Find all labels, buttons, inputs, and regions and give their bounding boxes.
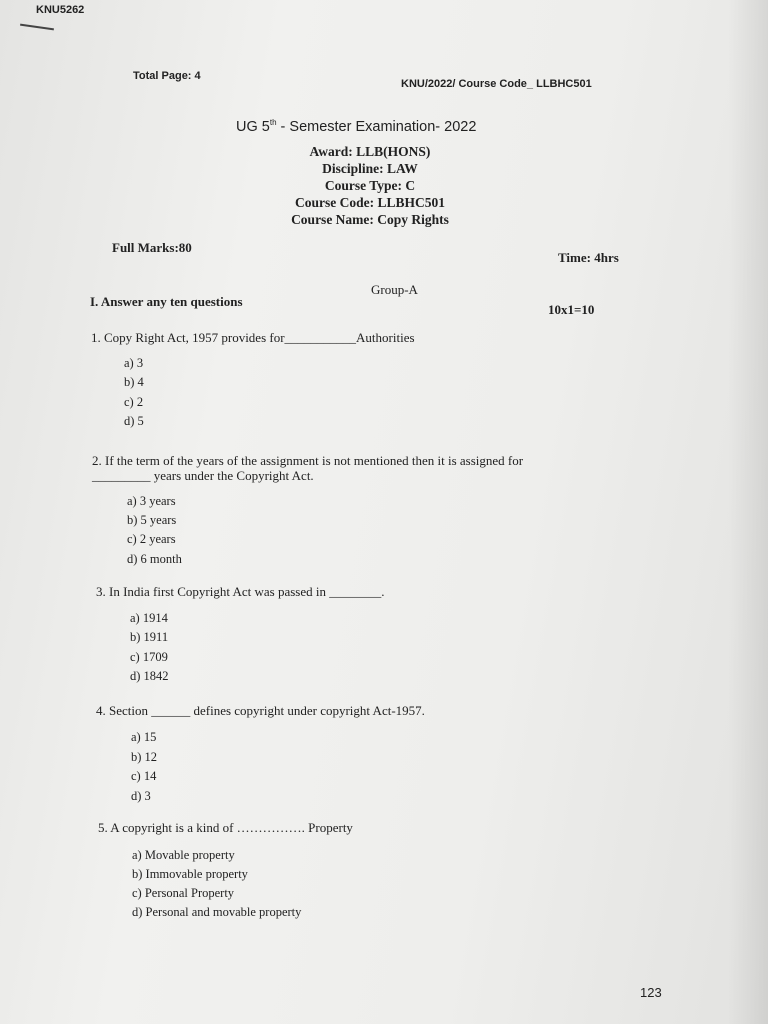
q1-option-b: b) 4 <box>124 375 144 389</box>
question-5: 5. A copyright is a kind of ……………. Property <box>98 820 353 835</box>
corner-code: KNU5262 <box>36 4 85 16</box>
q4-option-c: c) 14 <box>131 769 157 783</box>
question-2-line-2: _________ years under the Copyright Act. <box>92 468 314 483</box>
discipline-line: Discipline: LAW <box>322 161 418 176</box>
q3-option-b: b) 1911 <box>130 630 169 644</box>
q3-option-c: c) 1709 <box>130 650 168 664</box>
q4-option-d: d) 3 <box>131 789 151 803</box>
course-name-line: Course Name: Copy Rights <box>291 212 449 227</box>
course-code-line: Course Code: LLBHC501 <box>294 195 445 210</box>
exam-title <box>236 118 476 135</box>
q3-option-a: a) 1914 <box>130 611 168 625</box>
question-4: 4. Section ______ defines copyright under copyright Act-1957. <box>96 703 425 718</box>
q5-option-d: d) Personal and movable property <box>132 905 302 919</box>
pen-mark <box>20 24 54 31</box>
reference-code: KNU/2022/ Course Code_ LLBHC501 <box>401 78 592 90</box>
q5-option-c: c) Personal Property <box>132 886 235 900</box>
course-type-line: Course Type: C <box>324 178 416 193</box>
q1-option-a: a) 3 <box>124 356 144 370</box>
q4-option-b: b) 12 <box>131 750 158 764</box>
q2-option-b: b) 5 years <box>127 513 177 527</box>
total-page: Total Page: 4 <box>133 70 201 82</box>
q5-option-b: b) Immovable property <box>132 867 248 881</box>
q1-option-d: d) 5 <box>124 414 144 428</box>
section-instruction: I. Answer any ten questions <box>90 294 243 309</box>
q2-option-d: d) 6 month <box>127 552 182 566</box>
question-1: 1. Copy Right Act, 1957 provides for___________Authorities <box>91 330 415 345</box>
full-marks: Full Marks:80 <box>112 240 192 255</box>
title-superscript: th <box>269 118 277 127</box>
question-2-line-1: 2. If the term of the years of the assignment is not mentioned then it is assigned for <box>92 453 524 468</box>
q4-option-a: a) 15 <box>131 730 157 744</box>
title-rest: - Semester Examination- 2022 <box>276 118 477 135</box>
group-label: Group-A <box>371 282 418 297</box>
q2-option-a: a) 3 years <box>127 494 176 508</box>
page-number: 123 <box>640 985 662 1000</box>
q3-option-d: d) 1842 <box>130 669 169 683</box>
question-3: 3. In India first Copyright Act was passed in ________. <box>96 584 385 599</box>
marks-scheme: 10x1=10 <box>548 302 595 317</box>
award-line: Award: LLB(HONS) <box>309 144 431 159</box>
time-allowed: Time: 4hrs <box>558 250 619 265</box>
title-prefix: UG 5 <box>236 118 270 135</box>
q2-option-c: c) 2 years <box>127 532 176 546</box>
q5-option-a: a) Movable property <box>132 848 235 862</box>
q1-option-c: c) 2 <box>124 395 144 409</box>
